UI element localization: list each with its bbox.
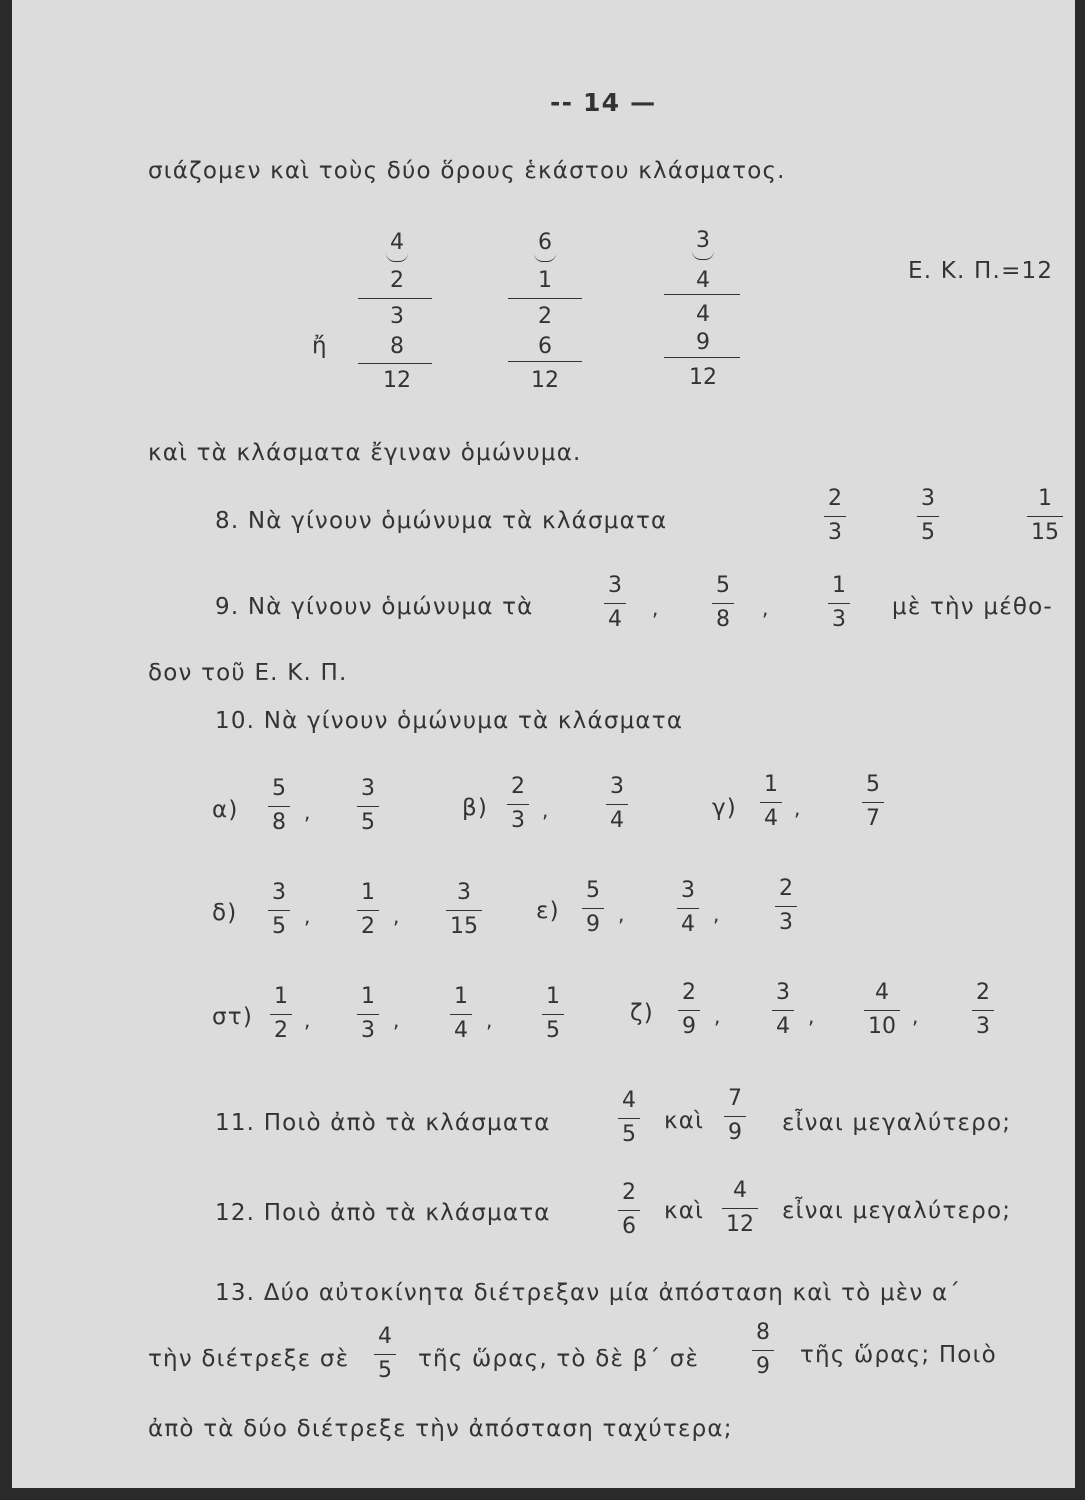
denominator: 4 [608,607,622,632]
denominator: 5 [272,914,286,939]
fraction-bar [606,804,628,805]
exercise-9-continuation: δον τοῦ Ε. Κ. Π. [148,660,348,686]
denominator: 15 [1031,520,1059,545]
denominator: 8 [272,810,286,835]
result-numerator: 9 [696,330,710,355]
numerator: 1 [764,772,778,797]
fraction-bar [358,298,432,299]
result-numerator: 6 [538,334,552,359]
numerator: 3 [272,880,286,905]
fraction-bar [712,603,734,604]
book-page: -- 14 — σιάζομεν καὶ τοὺς δύο ὅρους ἑκάστου κλάσματος. 4 6 3 2 3 1 2 4 4 ἤ 8 12 6 12 9 12 Ε. Κ. Π.=12 καὶ τὰ κλάσματα ἔγιναν ὁμώνυμα. 8. Νὰ γίνουν ὁμώνυμα τὰ κλάσματα 2 3 3 5 1 15 9. Νὰ γίνουν ὁμώνυμα τὰ 3 4 , 5 8 , 1 3 μὲ τὴν μέθο- δον τοῦ Ε. Κ. Π. 10. Νὰ γίνουν ὁμώνυμα τὰ κλάσματα α) 5 8 , 3 5 β) 2 3 , 3 4 γ) 1 4 , 5 7 δ) 3 5 , 1 2 , 3 15 ε) 5 9 , 3 4 , 2 3 στ) 1 2 , 1 3 , 1 4 , 1 5 ζ) 2 9 , 3 4 , 4 10 , 2 3 11. Ποιὸ ἀπὸ τὰ κλάσματα 4 5 καὶ 7 9 εἶναι μεγαλύτερο; 12. Ποιὸ ἀπὸ τὰ κλάσματα 2 6 καὶ 4 12 εἶναι μεγαλύτερο; 13. Δύο αὐτοκίνητα διέτρεξαν μία ἀπόσταση καὶ τὸ μὲν α΄ τὴν διέτρεξε σὲ 4 5 τῆς ὥρας, τὸ δὲ β΄ σὲ 8 9 τῆς ὥρας; Ποιὸ ἀπὸ τὰ δύο διέτρεξε τὴν ἀπόσταση ταχύτερα; [12,0,1075,1488]
exercise-11-tail: εἶναι μεγαλύτερο; [782,1110,1012,1136]
exercise-9-tail: μὲ τὴν μέθο- [892,594,1053,620]
numerator: 4 [622,1088,636,1113]
numerator: 3 [608,573,622,598]
fraction [712,575,734,631]
numerator: 7 [728,1086,742,1111]
denominator: 3 [511,808,525,833]
fraction [507,776,529,832]
fraction [618,1182,640,1238]
numerator: 4 [875,980,889,1005]
fraction [678,982,700,1038]
fraction-bar [724,1116,746,1117]
denominator: 3 [976,1014,990,1039]
fraction-bar [446,910,482,911]
fraction [357,882,379,938]
denominator: 10 [868,1014,896,1039]
fraction-bar [1027,516,1063,517]
numerator: 1 [274,984,288,1009]
fraction-bar [678,1010,700,1011]
denominator: 5 [546,1018,560,1043]
fraction-bar [775,906,797,907]
numerator: 8 [756,1320,770,1345]
denominator: 4 [764,806,778,831]
numerator: 5 [866,772,880,797]
fraction [724,1088,746,1144]
fraction [268,882,290,938]
fraction-bar [358,363,432,364]
fraction-bar [357,806,379,807]
denominator: 4 [610,808,624,833]
group-label: β) [462,795,489,821]
fraction [357,986,379,1042]
numerator: 1 [454,984,468,1009]
fraction-bar [917,516,939,517]
denominator: 5 [622,1122,636,1147]
numerator: 1 [361,880,375,905]
numerator: 1 [1038,486,1052,511]
fraction [606,776,628,832]
denominator: 5 [921,520,935,545]
fraction [450,986,472,1042]
fraction-bar [270,1014,292,1015]
fraction-bar [862,802,884,803]
denominator: 2 [274,1018,288,1043]
fraction [722,1180,758,1236]
arc-mark [534,253,556,262]
exercise-13-line-3: ἀπὸ τὰ δύο διέτρεξε τὴν ἀπόσταση ταχύτερα; [148,1416,733,1442]
fraction [752,1322,774,1378]
group-label: α) [212,797,239,823]
fraction-bar [374,1354,396,1355]
fraction-bar [864,1010,900,1011]
numerator: 2 [622,1180,636,1205]
fraction [828,575,850,631]
fraction-bar [664,357,740,358]
result-numerator: 8 [390,334,404,359]
and-word: καὶ [664,1198,705,1224]
denominator: 8 [716,607,730,632]
group-label: ε) [536,898,560,924]
fraction-numerator: 4 [696,268,710,293]
denominator: 9 [728,1120,742,1145]
group-label: γ) [712,795,737,821]
fraction-numerator: 2 [390,268,404,293]
fraction-bar [357,910,379,911]
fraction-bar [508,298,582,299]
fraction-bar [760,802,782,803]
fraction-bar [450,1014,472,1015]
fraction [446,882,482,938]
denominator: 4 [776,1014,790,1039]
fraction-bar [664,294,740,295]
fraction-bar [752,1350,774,1351]
intro-line: σιάζομεν καὶ τοὺς δύο ὅρους ἑκάστου κλάσματος. [148,158,786,184]
numerator: 2 [779,876,793,901]
fraction [864,982,900,1038]
denominator: 3 [832,607,846,632]
group-label: στ) [212,1004,253,1030]
arc-mark [386,253,408,262]
fraction-bar [507,804,529,805]
fraction-denominator: 3 [390,304,404,329]
exercise-13-line-2a: τὴν διέτρεξε σὲ [148,1346,350,1372]
fraction-bar [268,910,290,911]
multiplier: 4 [390,230,404,255]
denominator: 12 [726,1212,754,1237]
numerator: 2 [511,774,525,799]
fraction [972,982,994,1038]
denominator: 9 [756,1354,770,1379]
fraction [604,575,626,631]
fraction [775,878,797,934]
ekp-label: Ε. Κ. Π.=12 [908,258,1054,284]
numerator: 3 [457,880,471,905]
numerator: 3 [610,774,624,799]
numerator: 2 [828,486,842,511]
exercise-12-tail: εἶναι μεγαλύτερο; [782,1198,1012,1224]
fraction [542,986,564,1042]
exercise-13-line-1: 13. Δύο αὐτοκίνητα διέτρεξαν μία ἀπόσταση καὶ τὸ μὲν α΄ [215,1280,962,1306]
fraction [618,1090,640,1146]
lcm-column-3 [673,228,733,264]
fraction-bar [268,806,290,807]
exercise-9-text: 9. Νὰ γίνουν ὁμώνυμα τὰ [215,594,534,620]
numerator: 5 [272,776,286,801]
fraction [917,488,939,544]
fraction-denominator: 2 [538,304,552,329]
exercise-11-text: 11. Ποιὸ ἀπὸ τὰ κλάσματα [215,1110,551,1136]
fraction [268,778,290,834]
numerator: 3 [921,486,935,511]
group-label: ζ) [630,1000,654,1026]
denominator: 2 [361,914,375,939]
exercise-12-text: 12. Ποιὸ ἀπὸ τὰ κλάσματα [215,1200,551,1226]
fraction [772,982,794,1038]
denominator: 3 [361,1018,375,1043]
arc-mark [692,251,714,260]
denominator: 5 [361,810,375,835]
denominator: 9 [682,1014,696,1039]
numerator: 1 [832,573,846,598]
fraction-denominator: 4 [696,302,710,327]
denominator: 4 [454,1018,468,1043]
denominator: 5 [378,1358,392,1383]
denominator: 4 [681,912,695,937]
numerator: 3 [681,878,695,903]
numerator: 2 [976,980,990,1005]
fraction [677,880,699,936]
numerator: 5 [586,878,600,903]
fraction [760,774,782,830]
fraction [357,778,379,834]
fraction-bar [772,1010,794,1011]
fraction-bar [508,361,582,362]
result-denominator: 12 [383,368,411,393]
denominator: 7 [866,806,880,831]
fraction-bar [677,908,699,909]
fraction [1027,488,1063,544]
fraction-bar [542,1014,564,1015]
result-denominator: 12 [531,368,559,393]
result-denominator: 12 [689,365,717,390]
denominator: 3 [828,520,842,545]
fraction [374,1326,396,1382]
fraction [824,488,846,544]
numerator: 4 [733,1178,747,1203]
fraction-bar [618,1210,640,1211]
fraction-bar [972,1010,994,1011]
fraction-numerator: 1 [538,268,552,293]
denominator: 6 [622,1214,636,1239]
denominator: 3 [779,910,793,935]
lcm-column-1 [367,230,427,266]
numerator: 5 [716,573,730,598]
multiplier: 3 [696,228,710,253]
and-word: καὶ [664,1108,705,1134]
fraction-bar [828,603,850,604]
conclusion-line: καὶ τὰ κλάσματα ἔγιναν ὁμώνυμα. [148,440,582,466]
or-label: ἤ [312,333,328,359]
numerator: 4 [378,1324,392,1349]
fraction-bar [582,908,604,909]
denominator: 9 [586,912,600,937]
numerator: 3 [361,776,375,801]
fraction-bar [604,603,626,604]
fraction-bar [618,1118,640,1119]
exercise-8-text: 8. Νὰ γίνουν ὁμώνυμα τὰ κλάσματα [215,508,668,534]
fraction-bar [357,1014,379,1015]
fraction [862,774,884,830]
fraction [582,880,604,936]
numerator: 2 [682,980,696,1005]
exercise-13-line-2b: τῆς ὥρας, τὸ δὲ β΄ σὲ [418,1346,700,1372]
lcm-column-2 [515,230,575,266]
page-number: -- 14 — [550,88,657,117]
denominator: 15 [450,914,478,939]
numerator: 1 [546,984,560,1009]
fraction-bar [722,1208,758,1209]
group-label: δ) [212,900,238,926]
fraction [270,986,292,1042]
exercise-13-line-2c: τῆς ὥρας; Ποιὸ [800,1342,997,1368]
fraction-bar [824,516,846,517]
numerator: 1 [361,984,375,1009]
numerator: 3 [776,980,790,1005]
exercise-10-text: 10. Νὰ γίνουν ὁμώνυμα τὰ κλάσματα [215,708,684,734]
multiplier: 6 [538,230,552,255]
